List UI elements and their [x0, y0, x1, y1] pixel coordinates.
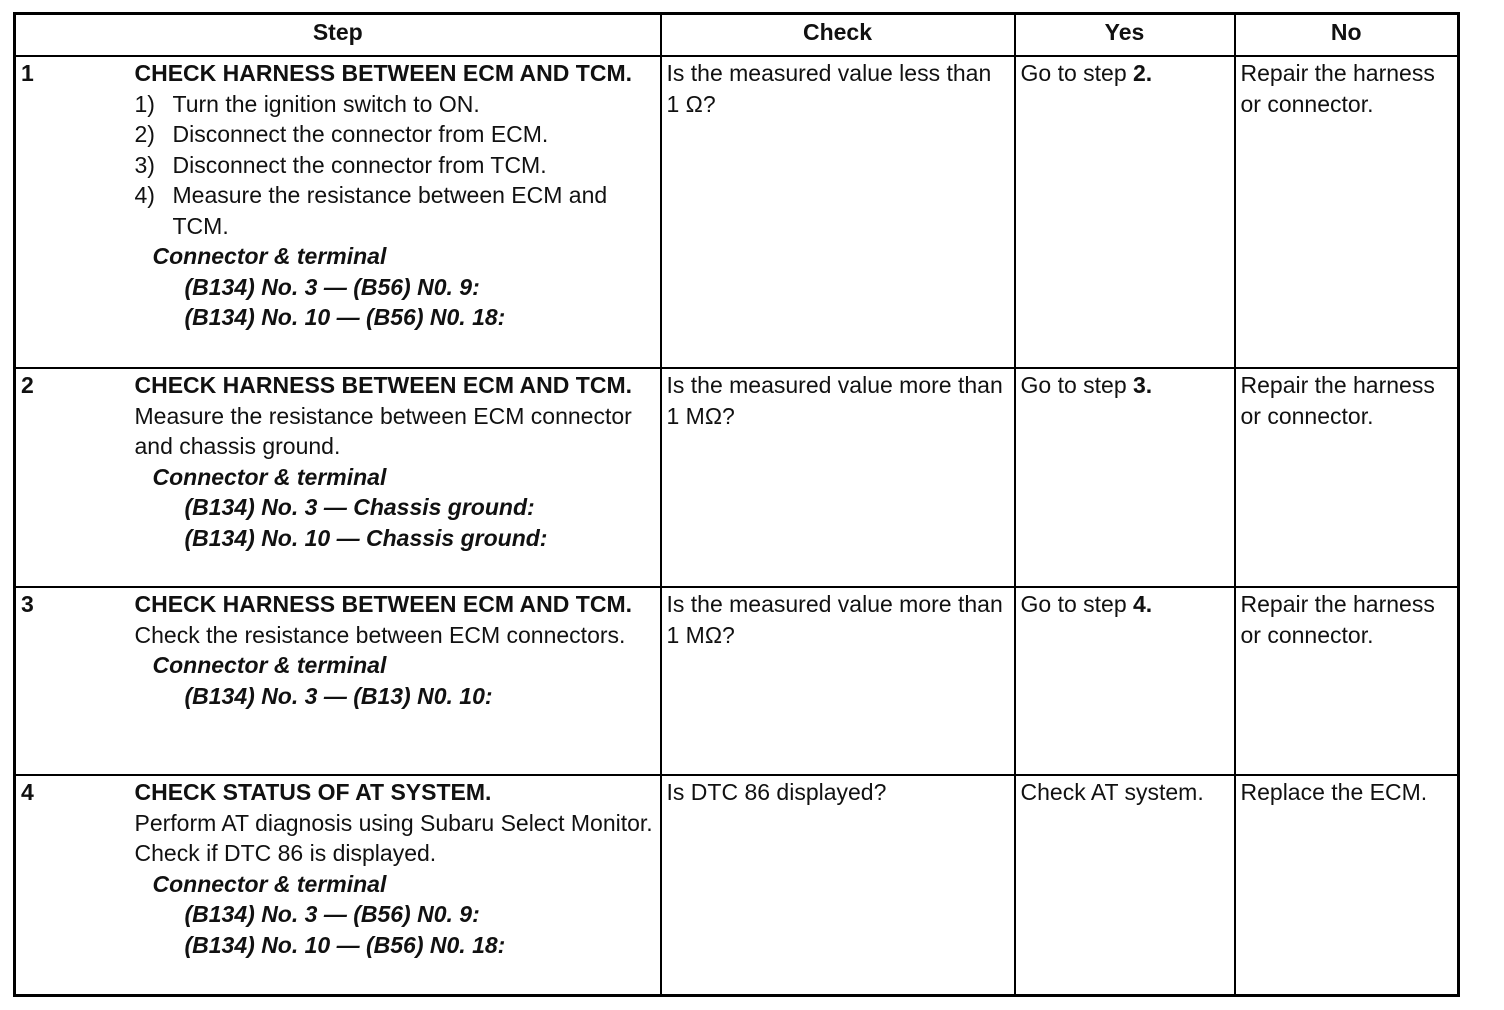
no-cell: Repair the harness or connector. — [1235, 587, 1459, 775]
connector-line: (B134) No. 10 — (B56) N0. 18: — [184, 304, 506, 330]
connector-heading: Connector & terminal — [152, 243, 387, 269]
header-yes: Yes — [1015, 14, 1235, 57]
no-cell: Repair the harness or connector. — [1235, 368, 1459, 587]
diagnostic-table — [13, 12, 1460, 997]
connector-line: (B134) No. 3 — (B13) N0. 10: — [184, 682, 493, 709]
step-list — [135, 89, 655, 242]
table-row — [15, 56, 1459, 368]
step-title: CHECK HARNESS BETWEEN ECM AND TCM. — [134, 591, 632, 617]
table-row — [15, 368, 1459, 587]
step-number: 3 — [15, 587, 135, 775]
check-cell: Is DTC 86 displayed? — [661, 775, 1015, 995]
table-row — [15, 587, 1459, 775]
step-text: Check the resistance between ECM connectors. — [134, 621, 626, 648]
step-cell — [135, 775, 661, 995]
table-row — [15, 775, 1459, 995]
header-row — [15, 14, 1459, 57]
no-cell: Repair the harness or connector. — [1235, 56, 1459, 368]
step-number: 4 — [15, 775, 135, 995]
step-title: CHECK HARNESS BETWEEN ECM AND TCM. — [134, 60, 632, 86]
step-text: Check if DTC 86 is displayed. — [134, 840, 437, 866]
connector-line: (B134) No. 3 — Chassis ground: — [184, 494, 535, 520]
header-step: Step — [15, 14, 661, 57]
connector-heading: Connector & terminal — [152, 463, 387, 490]
yes-cell: Go to step 4. — [1015, 587, 1235, 775]
step-cell — [135, 587, 661, 775]
yes-cell: Go to step 2. — [1015, 56, 1235, 368]
check-cell: Is the measured value less than 1 Ω? — [661, 56, 1015, 368]
header-check: Check — [661, 14, 1015, 57]
step-number: 2 — [15, 368, 135, 587]
list-item: 2) Disconnect the connector from ECM. — [134, 121, 549, 147]
step-cell — [135, 368, 661, 587]
list-item: 1) Turn the ignition switch to ON. — [134, 90, 480, 117]
step-number: 1 — [15, 56, 135, 368]
step-cell — [135, 56, 661, 368]
connector-line: (B134) No. 10 — Chassis ground: — [184, 524, 548, 551]
connector-line: (B134) No. 3 — (B56) N0. 9: — [184, 273, 480, 300]
step-title: CHECK STATUS OF AT SYSTEM. — [134, 779, 492, 805]
connector-line: (B134) No. 3 — (B56) N0. 9: — [184, 901, 480, 927]
connector-heading: Connector & terminal — [152, 652, 387, 678]
step-text: Measure the resistance between ECM connector and chassis ground. — [134, 402, 632, 459]
header-no: No — [1235, 14, 1459, 57]
check-cell: Is the measured value more than 1 MΩ? — [661, 587, 1015, 775]
list-item: 3) Disconnect the connector from TCM. — [134, 151, 547, 178]
yes-cell: Go to step 3. — [1015, 368, 1235, 587]
check-cell: Is the measured value more than 1 MΩ? — [661, 368, 1015, 587]
connector-line: (B134) No. 10 — (B56) N0. 18: — [184, 931, 506, 958]
step-title: CHECK HARNESS BETWEEN ECM AND TCM. — [134, 372, 632, 398]
no-cell: Replace the ECM. — [1235, 775, 1459, 995]
yes-cell: Check AT system. — [1015, 775, 1235, 995]
step-text: Perform AT diagnosis using Subaru Select Monitor. — [134, 809, 653, 836]
list-item: 4) Measure the resistance between ECM and TCM. — [134, 182, 608, 239]
connector-heading: Connector & terminal — [152, 870, 387, 897]
